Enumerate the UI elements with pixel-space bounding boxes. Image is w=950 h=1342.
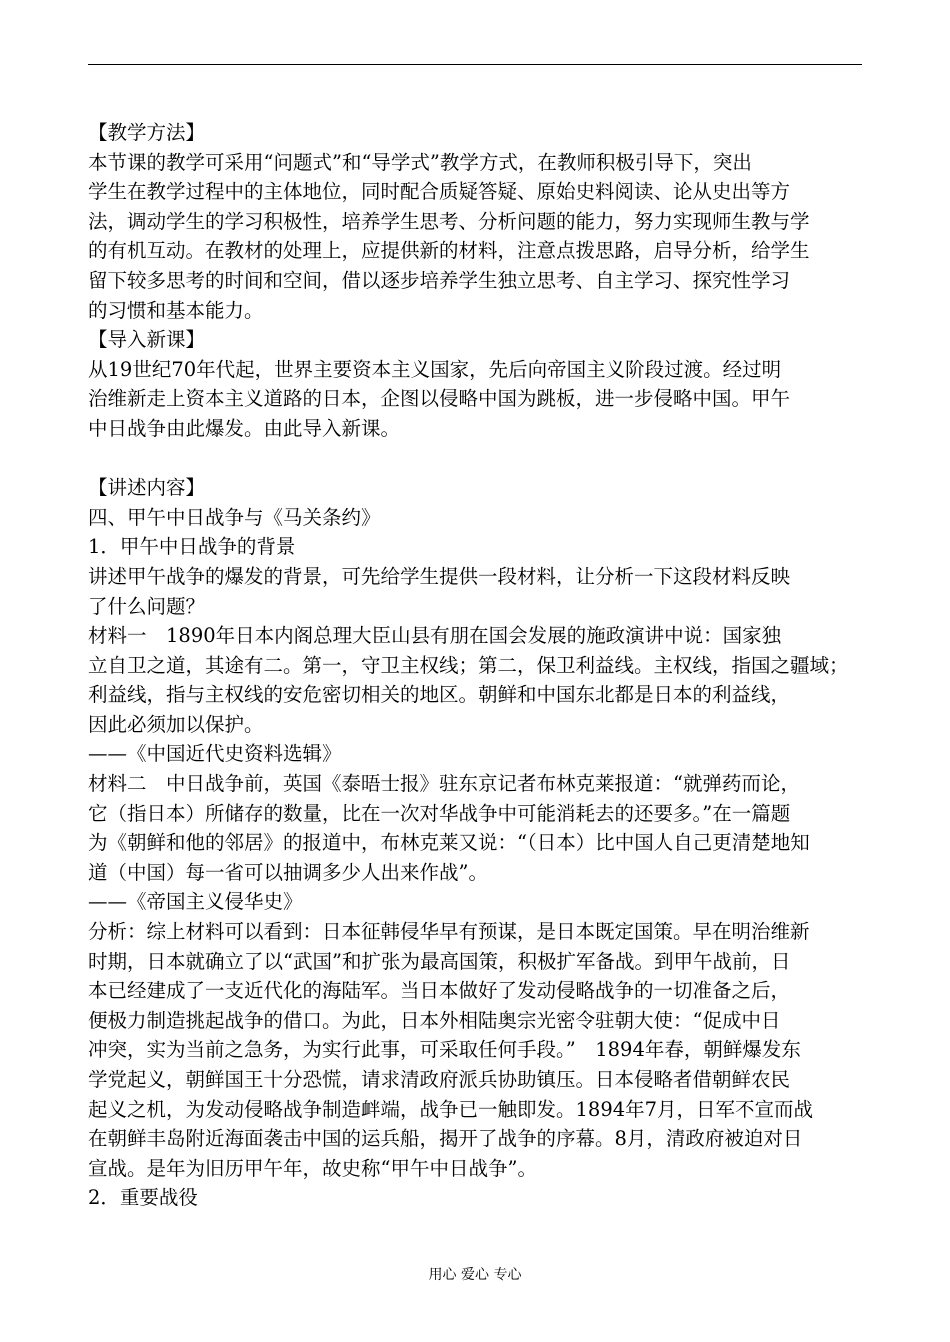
subsection-title: 2．重要战役	[88, 1186, 198, 1210]
source-material-line: 它（指日本）所储存的数量，比在一次对华战争中可能消耗去的还要多。”在一篇题	[88, 801, 791, 825]
paragraph-line: 的习惯和基本能力。	[88, 298, 264, 322]
analysis-line: 冲突，实为当前之急务，为实行此事，可采取任何手段。” 1894年春，朝鲜爆发东	[88, 1038, 801, 1062]
section-heading-introduction: 【导入新课】	[88, 328, 206, 352]
paragraph-line: 法，调动学生的学习积极性，培养学生思考、分析问题的能力，努力实现师生教与学	[88, 209, 810, 233]
subsection-title: 1．甲午中日战争的背景	[88, 535, 296, 559]
analysis-line: 在朝鲜丰岛附近海面袭击中国的运兵船，揭开了战争的序幕。8月，清政府被迫对日	[88, 1127, 803, 1151]
paragraph-line: 学生在教学过程中的主体地位，同时配合质疑答疑、原始史料阅读、论从史出等方	[88, 180, 791, 204]
source-material-line: 为《朝鲜和他的邻居》的报道中，布林克莱又说：“（日本）比中国人自己更清楚地知	[88, 831, 810, 855]
paragraph-line: 了什么问题？	[88, 594, 206, 618]
source-material-line: 立自卫之道，其途有二。第一，守卫主权线；第二，保卫利益线。主权线，指国之疆域；	[88, 653, 849, 677]
paragraph-line: 的有机互动。在教材的处理上，应提供新的材料，注意点拨思路，启导分析，给学生	[88, 239, 810, 263]
analysis-line: 便极力制造挑起战争的借口。为此，日本外相陆奥宗光密令驻朝大使：“促成中日	[88, 1008, 781, 1032]
analysis-line: 时期，日本就确立了以“武国”和扩张为最高国策，积极扩军备战。到甲午战前，日	[88, 949, 791, 973]
analysis-line: 分析：综上材料可以看到：日本征韩侵华早有预谋，是日本既定国策。早在明治维新	[88, 920, 810, 944]
paragraph-line: 中日战争由此爆发。由此导入新课。	[88, 416, 401, 440]
analysis-line: 学党起义，朝鲜国王十分恐慌，请求清政府派兵协助镇压。日本侵略者借朝鲜农民	[88, 1068, 791, 1091]
header-rule	[88, 64, 862, 65]
citation: ——《中国近代史资料选辑》	[88, 742, 342, 766]
paragraph-line: 本节课的教学可采用“问题式”和“导学式”教学方式，在教师积极引导下，突出	[88, 150, 752, 174]
source-material-line: 利益线，指与主权线的安危密切相关的地区。朝鲜和中国东北都是日本的利益线，	[88, 683, 791, 707]
chapter-title: 四、甲午中日战争与《马关条约》	[88, 505, 381, 529]
paragraph-line: 留下较多思考的时间和空间，借以逐步培养学生独立思考、自主学习、探究性学习	[88, 268, 791, 292]
source-material-line: 道（中国）每一省可以抽调多少人出来作战”。	[88, 860, 488, 884]
section-heading-teaching-method: 【教学方法】	[88, 121, 206, 144]
paragraph-line: 治维新走上资本主义道路的日本，企图以侵略中国为跳板，进一步侵略中国。甲午	[88, 387, 791, 411]
analysis-line: 起义之机，为发动侵略战争制造衅端，战争已一触即发。1894年7月，日军不宣而战	[88, 1097, 814, 1121]
paragraph-line: 讲述甲午战争的爆发的背景，可先给学生提供一段材料，让分析一下这段材料反映	[88, 564, 791, 588]
section-heading-lecture-content: 【讲述内容】	[88, 476, 206, 500]
blank-line	[88, 444, 864, 474]
source-material-line: 材料一 1890年日本内阁总理大臣山县有朋在国会发展的施政演讲中说：国家独	[88, 624, 782, 648]
document-body	[88, 118, 864, 1213]
paragraph-line: 从19世纪70年代起，世界主要资本主义国家，先后向帝国主义阶段过渡。经过明	[88, 357, 782, 381]
analysis-line: 本已经建成了一支近代化的海陆军。当日本做好了发动侵略战争的一切准备之后，	[88, 979, 791, 1003]
source-material-line: 材料二 中日战争前，英国《泰晤士报》驻东京记者布林克莱报道：“就弹药而论，	[88, 772, 800, 796]
citation: ——《帝国主义侵华史》	[88, 890, 303, 914]
page-footer: 用心 爱心 专心	[428, 1267, 522, 1283]
analysis-line: 宣战。是年为旧历甲午年，故史称“甲午中日战争”。	[88, 1156, 537, 1180]
source-material-line: 因此必须加以保护。	[88, 712, 264, 736]
